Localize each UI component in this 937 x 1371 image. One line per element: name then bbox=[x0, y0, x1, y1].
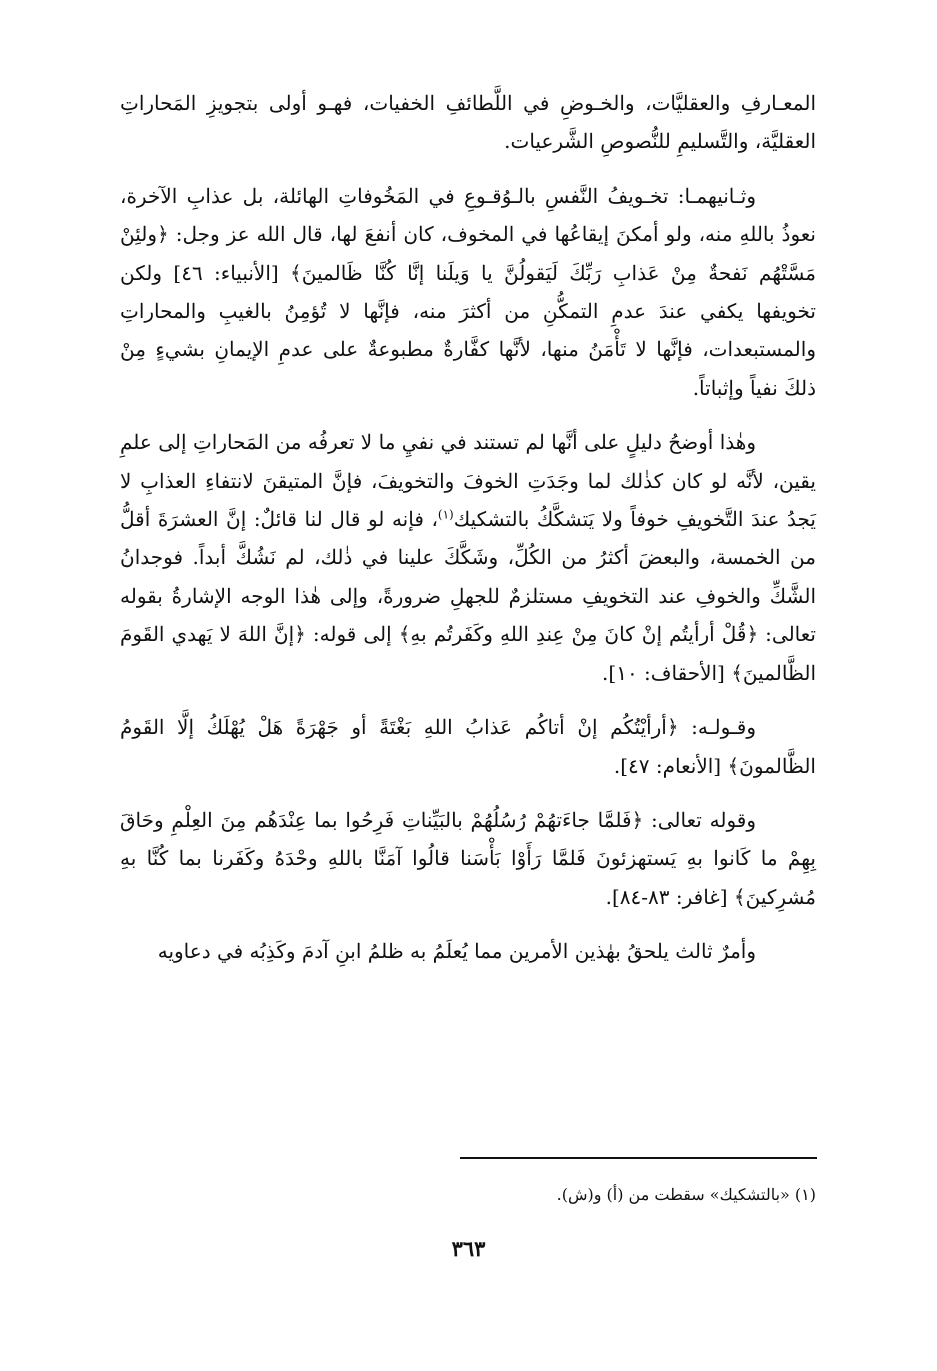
paragraph-2: وثـانيهمـا: تخـويفُ النَّفسِ بالـوُقـوعِ في المَخُوفاتِ الهائلة، بل عذابِ الآخرة، نعوذُ باللهِ منه، ولو أمكنَ إيقاعُها في المخوف، كان أنفعَ لها، قال الله عز وجل: ﴿ولئِنْ مَسَّتْهُم نَفحةٌ مِنْ عَذابِ رَبِّكَ لَيَقولُنَّ يا وَيلَنا إنَّا كُنَّا ظَالمينَ﴾ [الأنبياء: ٤٦] ولكن تخويفها يكفي عندَ عدمِ التمكُّنِ من أكثرَ منه، فإنَّها لا تُؤمِنُ بالغيبِ والمحاراتِ والمستبعدات، فإنَّها لا تَأْمَنُ منها، لأنَّها كفَّارةٌ مطبوعةٌ على عدمِ الإيمانِ بشيءٍ مِنْ ذلكَ نفياً وإثباتاً. bbox=[120, 183, 817, 400]
paragraph-3 bbox=[120, 423, 816, 692]
footnote-divider bbox=[460, 1157, 817, 1159]
main-text bbox=[120, 84, 816, 987]
page-number: ٣٦٣ bbox=[451, 1236, 486, 1261]
paragraph-6: وأمرٌ ثالث يلحقُ بهٰذين الأمرين مما يُعلَمُ به ظلمُ ابنِ آدمَ وكَذِبُه في دعاويه bbox=[157, 939, 756, 964]
paragraph-1: المعـارفِ والعقليَّات، والخـوضِ في اللَّطائفِ الخفيات، فهـو أولى بتجويزِ المَحاراتِ العقليَّة، والتَّسليمِ للنُّصوصِ الشَّرعيات. bbox=[120, 91, 816, 154]
paragraph-5: وقوله تعالى: ﴿فَلمَّا جاءَتهُمْ رُسُلُهُمْ بالبَيِّناتِ فَرِحُوا بما عِنْدَهُم مِنَ العِلْمِ وحَاقَ بِهِمْ ما كَانوا بهِ يَستهزئونَ فَلمَّا رَأَوْا بَأْسَنا قالُوا آمَنَّا باللهِ وحْدَهُ وكَفَرنا بما كُنَّا بهِ مُشرِكينَ﴾ [غافر: ٨٣-٨٤]. bbox=[120, 807, 816, 909]
footnote-reference: (١) bbox=[437, 507, 454, 522]
paragraph-3-part-2: ، فإنه لو قال لنا قائلٌ: إنَّ العشرَةَ أقلُّ من الخمسة، والبعضَ أكثرُ من الكُلِّ، وشَكَّكَ علينا في ذٰلك، لم نَشُكَّ أبداً. فوجدانُ الشَّكِّ والخوفِ عند التخويفِ مستلزمٌ للجهلِ ضرورةً، وإلى هٰذا الوجه الإشارةُ بقوله تعالى: ﴿قُلْ أرأيتُم إنْ كانَ مِنْ عِندِ اللهِ وكَفَرتُم بهِ﴾ إلى قوله: ﴿إنَّ اللهَ لا يَهدي القَومَ الظَّالمينَ﴾ [الأحقاف: ١٠]. bbox=[120, 507, 816, 685]
footnote: (١) «بالتشكيك» سقطت من (أ) و(ش). bbox=[556, 1185, 816, 1204]
paragraph-3-part-1: وهٰذا أوضحُ دليلٍ على أنَّها لم تستند في نفيِ ما لا تعرفُه من المَحاراتِ إلى علمِ يقين، لأنَّه لو كان كذٰلك لما وجَدَتِ الخوفَ والتخويفَ، فإنَّ المتيقنَ لانتفاءِ العذابِ لا يَجدُ عندَ التَّخويفِ خوفاً ولا يَتشكَّكُ بالتشكيك bbox=[120, 430, 817, 532]
paragraph-4: وقـولـه: ﴿أرأيْتُكُم إنْ أتاكُم عَذابُ اللهِ بَغْتَةً أو جَهْرَةً هَلْ يُهْلَكُ إلَّا القَومُ الظَّالمونَ﴾ [الأنعام: ٤٧]. bbox=[120, 715, 816, 778]
